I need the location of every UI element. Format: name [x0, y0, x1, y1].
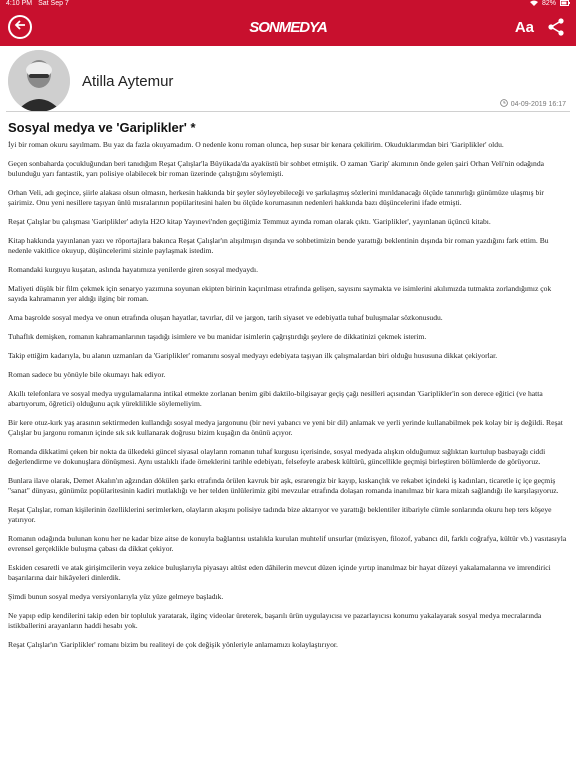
article-paragraph: Reşat Çalışlar bu çalışması 'Gariplikler' adıyla H2O kitap Yayınevi'nden geçtiğimiz Temmuz ayında roman olarak çıktı. 'Gariplikler', yayınlanan üçüncü kitabı. [8, 217, 491, 226]
article-paragraph: Romanda dikkatimi çeken bir nokta da ülkedeki güncel siyasal olayların romanın tuhaf kurgusu içerisinde, sosyal medyada alışkın olduğumuz sığlıktan kurtulup basbayağı ciddi değerlendirme ve dokunuşlara dönüşmesi. Aynı ustalıklı ifade örneklerini tarihle edebiyatı, felsefeyle arabesk kültürü, güncellikle geçmişi birleştiren bölümlerde de görüyoruz. [8, 447, 546, 466]
article [8, 120, 568, 659]
article-paragraph: Maliyeti düşük bir film çekmek için senaryo yazımına soyunan ekipten birinin kaçırılması etrafında gelişen, sayısını saymakta ve isimlerini akılımızda tutmakta zorlandığımız çok sayıda kahramanın yer aldığı ilginç bir roman. [8, 284, 552, 303]
share-icon [546, 17, 566, 37]
article-paragraph: Roman sadece bu yönüyle bile okumayı hak ediyor. [8, 370, 166, 379]
author-avatar [8, 50, 70, 112]
publish-date [500, 99, 566, 109]
article-paragraph: Orhan Veli, adı geçince, şiirle alakası olsun olmasın, herkesin hakkında bir şeyler söyleyebileceği ve şarkılaşmış sözlerini mırıldanacağı ölçüde tanınırlığı günümüze ulaşmış bir şairimiz. Onu yeni nesillere taşıyan ünlü mısralarının popülaritesini halen bu ölçüde korumasının nedenleri hakkında bazı düşüncelerini ifade etmişti. [8, 188, 544, 207]
share-button[interactable] [546, 17, 566, 37]
article-paragraph: Bunlara ilave olarak, Demet Akalın'ın ağzından dökülen şarkı etrafında örülen kavruk bir aşk, esrarengiz bir kayıp, kıskançlık ve rekabet içindeki iş kadınları, ticaretle iç içe geçmiş "sanat" dünyası, günümüz popülaritesinin kadiri mutlaklığı ve her telden ünlülerimiz gibi mevzular etrafında dolaşan romanda inanılmaz bir kara mizah sağlandığı ile karşılaşıyoruz. [8, 476, 559, 495]
article-paragraph: Bir kere otuz-kırk yaş arasının sektirmeden kullandığı sosyal medya jargonunu (bir nevi yabancı ve yeni bir dil) anlamak ve yerli yerinde kullanabilmek pek kolay bir iş değildi. Reşat Çalışlar bu jargonu romanın içinde sık sık kullanarak doğrusu bizim kuşağın da önünü açıyor. [8, 418, 563, 437]
article-title: Sosyal medya ve 'Gariplikler' * [8, 120, 196, 135]
back-button[interactable] [8, 15, 32, 39]
article-paragraph: Romandaki kurguyu kuşatan, aslında hayatımıza yenilerde giren sosyal medyaydı. [8, 265, 258, 274]
article-body [8, 140, 568, 650]
arrow-left-icon [14, 18, 26, 36]
battery-level: 82% [541, 0, 556, 7]
article-paragraph: Tuhaflık demişken, romanın kahramanlarının taşıdığı isimlere ve bu manidar isimlerin çağrıştırdığı şeylere de dikkatinizi çekmek isterim. [8, 332, 427, 341]
status-time: 4:10 PM [6, 0, 33, 7]
article-paragraph: Reşat Çalışlar, roman kişilerinin özelliklerini serimlerken, olayların akışını polisiye tadında bize aktarıyor ve yarattığı beklentiler itibariyle cümle sonlarında okuru hep ters köşeye yatırıyor. [8, 505, 552, 524]
app-bar [0, 8, 576, 46]
article-paragraph: Ama başrolde sosyal medya ve onun etrafında oluşan hayatlar, tavırlar, dil ve jargon, tarih siyaset ve edebiyatla tuhaf buluşmalar sözkonusudu. [8, 313, 443, 322]
article-paragraph: Şimdi bunun sosyal medya versiyonlarıyla yüz yüze gelmeye başladık. [8, 592, 224, 601]
article-paragraph: İyi bir roman okuru sayılmam. Bu yaz da fazla okuyamadım. O nedenle konu roman olunca, hep susar bir kenara çekilirim. Okuduklarımdan biri 'Gariplikler' oldu. [8, 140, 504, 149]
article-paragraph: Akıllı telefonlara ve sosyal medya uygulamalarına intikal etmekte zorlanan benim gibi daktilo-bilgisayar geçiş çağı nesilleri açısından 'Gariplikler'in son derece eğitici (ve hatta abartıyorum, öğretici) olduğunu açık yüreklilikle söylemeliyim. [8, 389, 543, 408]
article-paragraph: Kitap hakkında yayınlanan yazı ve röportajlara bakınca Reşat Çalışlar'ın alışılmışın dışında ve sohbetimizin bende yarattığı beklentinin dışında bir roman yazdığını fark ettim. Bu nedenle vakitlice okuyup, düşüncelerimi sizinle paylaşmak istedim. [8, 236, 549, 255]
article-paragraph: Ne yapıp edip kendilerini takip eden bir topluluk yaratarak, ilginç videolar üreterek, başarılı ürün uygulayıcısı ve pazarlayıcısı konumu yakalayarak sosyal medya mecralarında istikballerini arayanların haddi hesabı yok. [8, 611, 542, 630]
logo-text: SONMEDYA [249, 18, 327, 36]
publish-date-text: 04-09-2019 16:17 [510, 100, 566, 108]
article-paragraph: Geçen sonbaharda çocukluğundan beri tanıdığım Reşat Çalışlar'la Büyükada'da ayaküstü bir sohbet etmiştik. O zaman 'Garip' akımının önde gelen şairi Orhan Veli'nin odağında bulunduğu yarı fantastik, yarı polisiye olabilecek bir roman üzerinde çalıştığını söylemişti. [8, 159, 545, 178]
app-logo [249, 19, 327, 36]
author-block [0, 46, 576, 116]
article-paragraph: Takip ettiğim kadarıyla, bu alanın uzmanları da 'Gariplikler' romanını sosyal medyayı edebiyata taşıyan ilk çalışmalardan biri olduğu hususuna dikkat çekiyorlar. [8, 351, 498, 360]
clock-icon [500, 99, 508, 109]
article-paragraph: Reşat Çalışlar'ın 'Gariplikler' romanı bizim bu realiteyi de çok değişik yönleriyle anlamamızı kolaylaştırıyor. [8, 640, 338, 649]
font-size-button[interactable]: Aa [514, 18, 534, 36]
author-name: Atilla Aytemur [82, 72, 174, 90]
article-paragraph: Romanın odağında bulunan konu her ne kadar bize aitse de konuyla bağlantısı ustalıkla kurulan muhtelif unsurlar (müzisyen, filozof, yabancı dil, farklı coğrafya, kültür vb.) vasıtasıyla evrensel gerçeklikle buluşma çabası da dikkat çekiyor. [8, 534, 567, 553]
header-divider [6, 111, 570, 112]
status-bar [0, 0, 576, 8]
status-date: Sat Sep 7 [38, 0, 69, 7]
article-paragraph: Eskiden cesaretli ve atak girişimcilerin veya zekice buluşlarıyla piyasayı altüst eden dâhilerin mevcut düzen içinde yırtıp inanılmaz bir hayat düzeyi yakalamalarına ve imrendirici başarılarına dair hikâyeleri dinlerdik. [8, 563, 551, 582]
